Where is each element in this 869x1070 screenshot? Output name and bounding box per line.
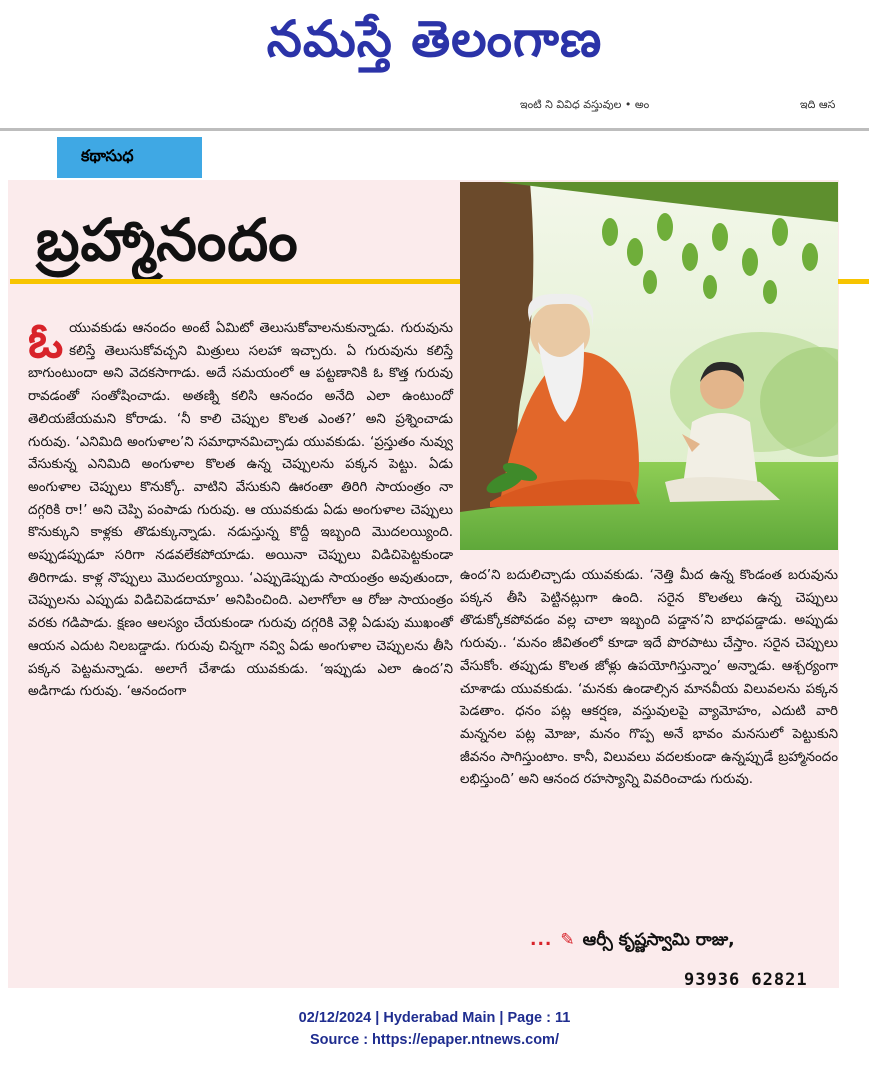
newspaper-logo: నమస్తే తెలంగాణ [266,9,603,68]
left-column-text: యువకుడు ఆనందం అంటే ఏమిటో తెలుసుకోవాలనుకున్నాడు. గురువును కలిస్తే తెలుసుకోవచ్చని మిత్రులు సలహా ఇచ్చారు. ఏ గురువును కలిస్తే బాగుంటుందా అని వెదకసాగాడు. అదే సమయంలో ఆ పట్టణానికి ఓ కొత్త గురువు రావడంతో సంతోషించాడు. అతణ్ని కలిసి ఆనందం అనేది ఎలా ఉంటుందో తెలియజేయమని కోరాడు. ‘నీ కాలి చెప్పుల కొలత ఎంత?’ అని ప్రశ్నించాడు గురువు. ‘ఎనిమిది అంగుళాల’ని సమాధానమిచ్చాడు యువకుడు. ‘ప్రస్తుతం నువ్వు వేసుకున్న ఎనిమిది అంగుళాల కొలత ఉన్న చెప్పులను పక్కన పెట్టు. ఏడు అంగుళాల చెప్పులు కొనుక్కో. వాటిని వేసుకుని ఊరంతా తిరిగి సాయంత్రం నా దగ్గరికి రా!’ అని చెప్పి పంపాడు గురువు. ఆ యువకుడు ఏడు అంగుళాల చెప్పులు కొనుక్కుని కాళ్లకు తొడుక్కున్నాడు. నడుస్తున్న కొద్దీ ఇబ్బంది మొదలయ్యింది. అప్పుడప్పుడూ సరిగా నడవలేకపోయాడు. అయినా చెప్పులు విడిచిపెట్టకుండా తిరిగాడు. కాళ్ల నొప్పులు మొదలయ్యాయి. ‘ఎప్పుడెప్పుడు సాయంత్రం అవుతుందా, చెప్పులను ఎప్పుడు విడిచిపెడదామా’ అనిపించింది. ఎలాగోలా ఆ రోజు సాయంత్రం వరకు గడిపాడు. క్షణం ఆలస్యం చేయకుండా గురువు దగ్గరికి వెళ్లి ఏడుపు ముఖంతో ఆయన ఎదుట నిలబడ్డాడు. గురువు చిన్నగా నవ్వి ఏడు అంగుళాల చెప్పులను తీసి పక్కన పెట్టమన్నాడు. అలాగే చేశాడు యువకుడు. ‘ఇప్పుడు ఎలా ఉంద’ని అడిగాడు గురువు. ‘ఆనందంగా [28,321,453,700]
clipped-neighbor-text [0,98,869,112]
illustration-svg [460,182,838,550]
footer-source-link[interactable]: Source : https://epaper.ntnews.com/ [310,1032,559,1048]
article-left-column [28,313,453,704]
byline-dots: ... [530,930,553,950]
section-tag: కథాసుధ [57,137,202,178]
pen-icon: ✎ [560,930,575,950]
article-right-column [460,565,838,792]
guru-and-disciple-illustration [460,182,838,550]
clip-fragment-2: ఇది ఆస [800,98,836,111]
footer-edition-info: 02/12/2024 | Hyderabad Main | Page : 11 [298,1010,571,1026]
article-headline: బ్రహ్మానందం [36,206,299,274]
drop-cap: ఓ [28,313,64,369]
author-name: ఆర్సీ కృష్ణస్వామి రాజు, [582,930,735,950]
clip-fragment-1: ఇంటి ని వివిధ వస్తువుల • అం [520,98,650,111]
masthead [0,0,869,130]
masthead-divider [0,128,869,131]
right-column-text: ఉంద’ని బదులిచ్చాడు యువకుడు. ‘నెత్తి మీద ఉన్న కొండంత బరువును పక్కన తీసి పెట్టినట్లుగా ఉంది. సరైన కొలతలు ఉన్న చెప్పులు తొడుక్కోకపోవడం వల్ల చాలా ఇబ్బంది పడ్డాన’ని బాధపడ్డాడు. అప్పుడు గురువు.. ‘మనం జీవితంలో కూడా ఇదే పొరపాటు చేస్తాం. సరైన చెప్పులు వేసుకోం. తప్పుడు కొలత జోళ్లు ఉపయోగిస్తున్నాం’ అన్నాడు. ఆశ్చర్యంగా చూశాడు యువకుడు. ‘మనకు ఉండాల్సిన మానవీయ విలువలను పక్కన పెడతాం. ధనం పట్ల ఆకర్షణ, వస్తువులపై వ్యామోహం, ఎదుటి వారి మన్ననల పట్ల మోజు, మనం గొప్ప అనే భావం మనసులో పెట్టుకుని జీవనం సాగిస్తుంటాం. కానీ, విలువలు వదలకుండా ఉన్నప్పుడే బ్రహ్మానందం లభిస్తుంది’ అని ఆనంద రహస్యాన్ని వివరించాడు గురువు. [460,568,838,788]
author-phone: 93936 62821 [684,970,808,990]
author-byline [530,930,840,954]
